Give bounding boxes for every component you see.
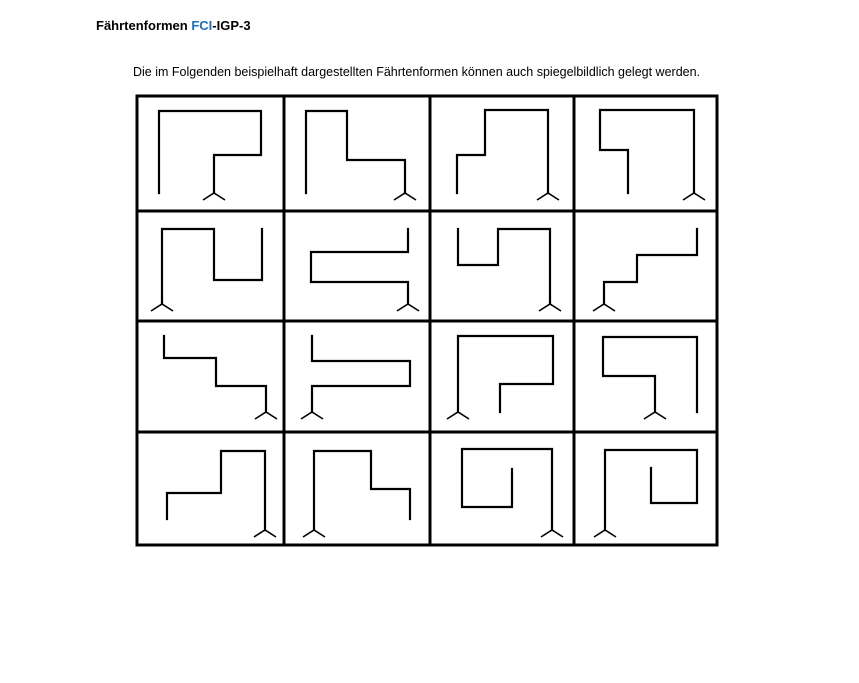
grid-cell <box>430 96 574 211</box>
title-fci: FCI <box>191 18 213 33</box>
track-shape-13 <box>167 451 265 530</box>
track-shape-16 <box>605 450 697 530</box>
grid-cell <box>574 211 717 321</box>
track-shape-2 <box>306 111 405 193</box>
track-shape-1 <box>159 111 261 193</box>
track-shape-12 <box>603 337 697 412</box>
track-shape-14 <box>314 451 410 530</box>
track-shape-10 <box>312 336 410 412</box>
track-shape-6 <box>311 229 408 304</box>
grid-cell <box>430 211 574 321</box>
intro-text: Die im Folgenden beispielhaft dargestellten Fährtenformen können auch spiegelbildlich gelegt werden. <box>133 65 701 79</box>
grid-cell <box>137 432 284 545</box>
track-shape-15 <box>462 449 552 530</box>
title-part-1: Fährtenformen <box>96 18 192 33</box>
title-part-2: -IGP-3 <box>212 18 251 33</box>
track-shape-5 <box>162 229 262 304</box>
track-shape-3 <box>457 110 548 193</box>
track-shape-7 <box>458 229 550 304</box>
track-shape-11 <box>458 336 553 412</box>
track-shape-4 <box>600 110 694 193</box>
track-shape-9 <box>164 336 266 412</box>
track-shape-8 <box>604 229 697 304</box>
